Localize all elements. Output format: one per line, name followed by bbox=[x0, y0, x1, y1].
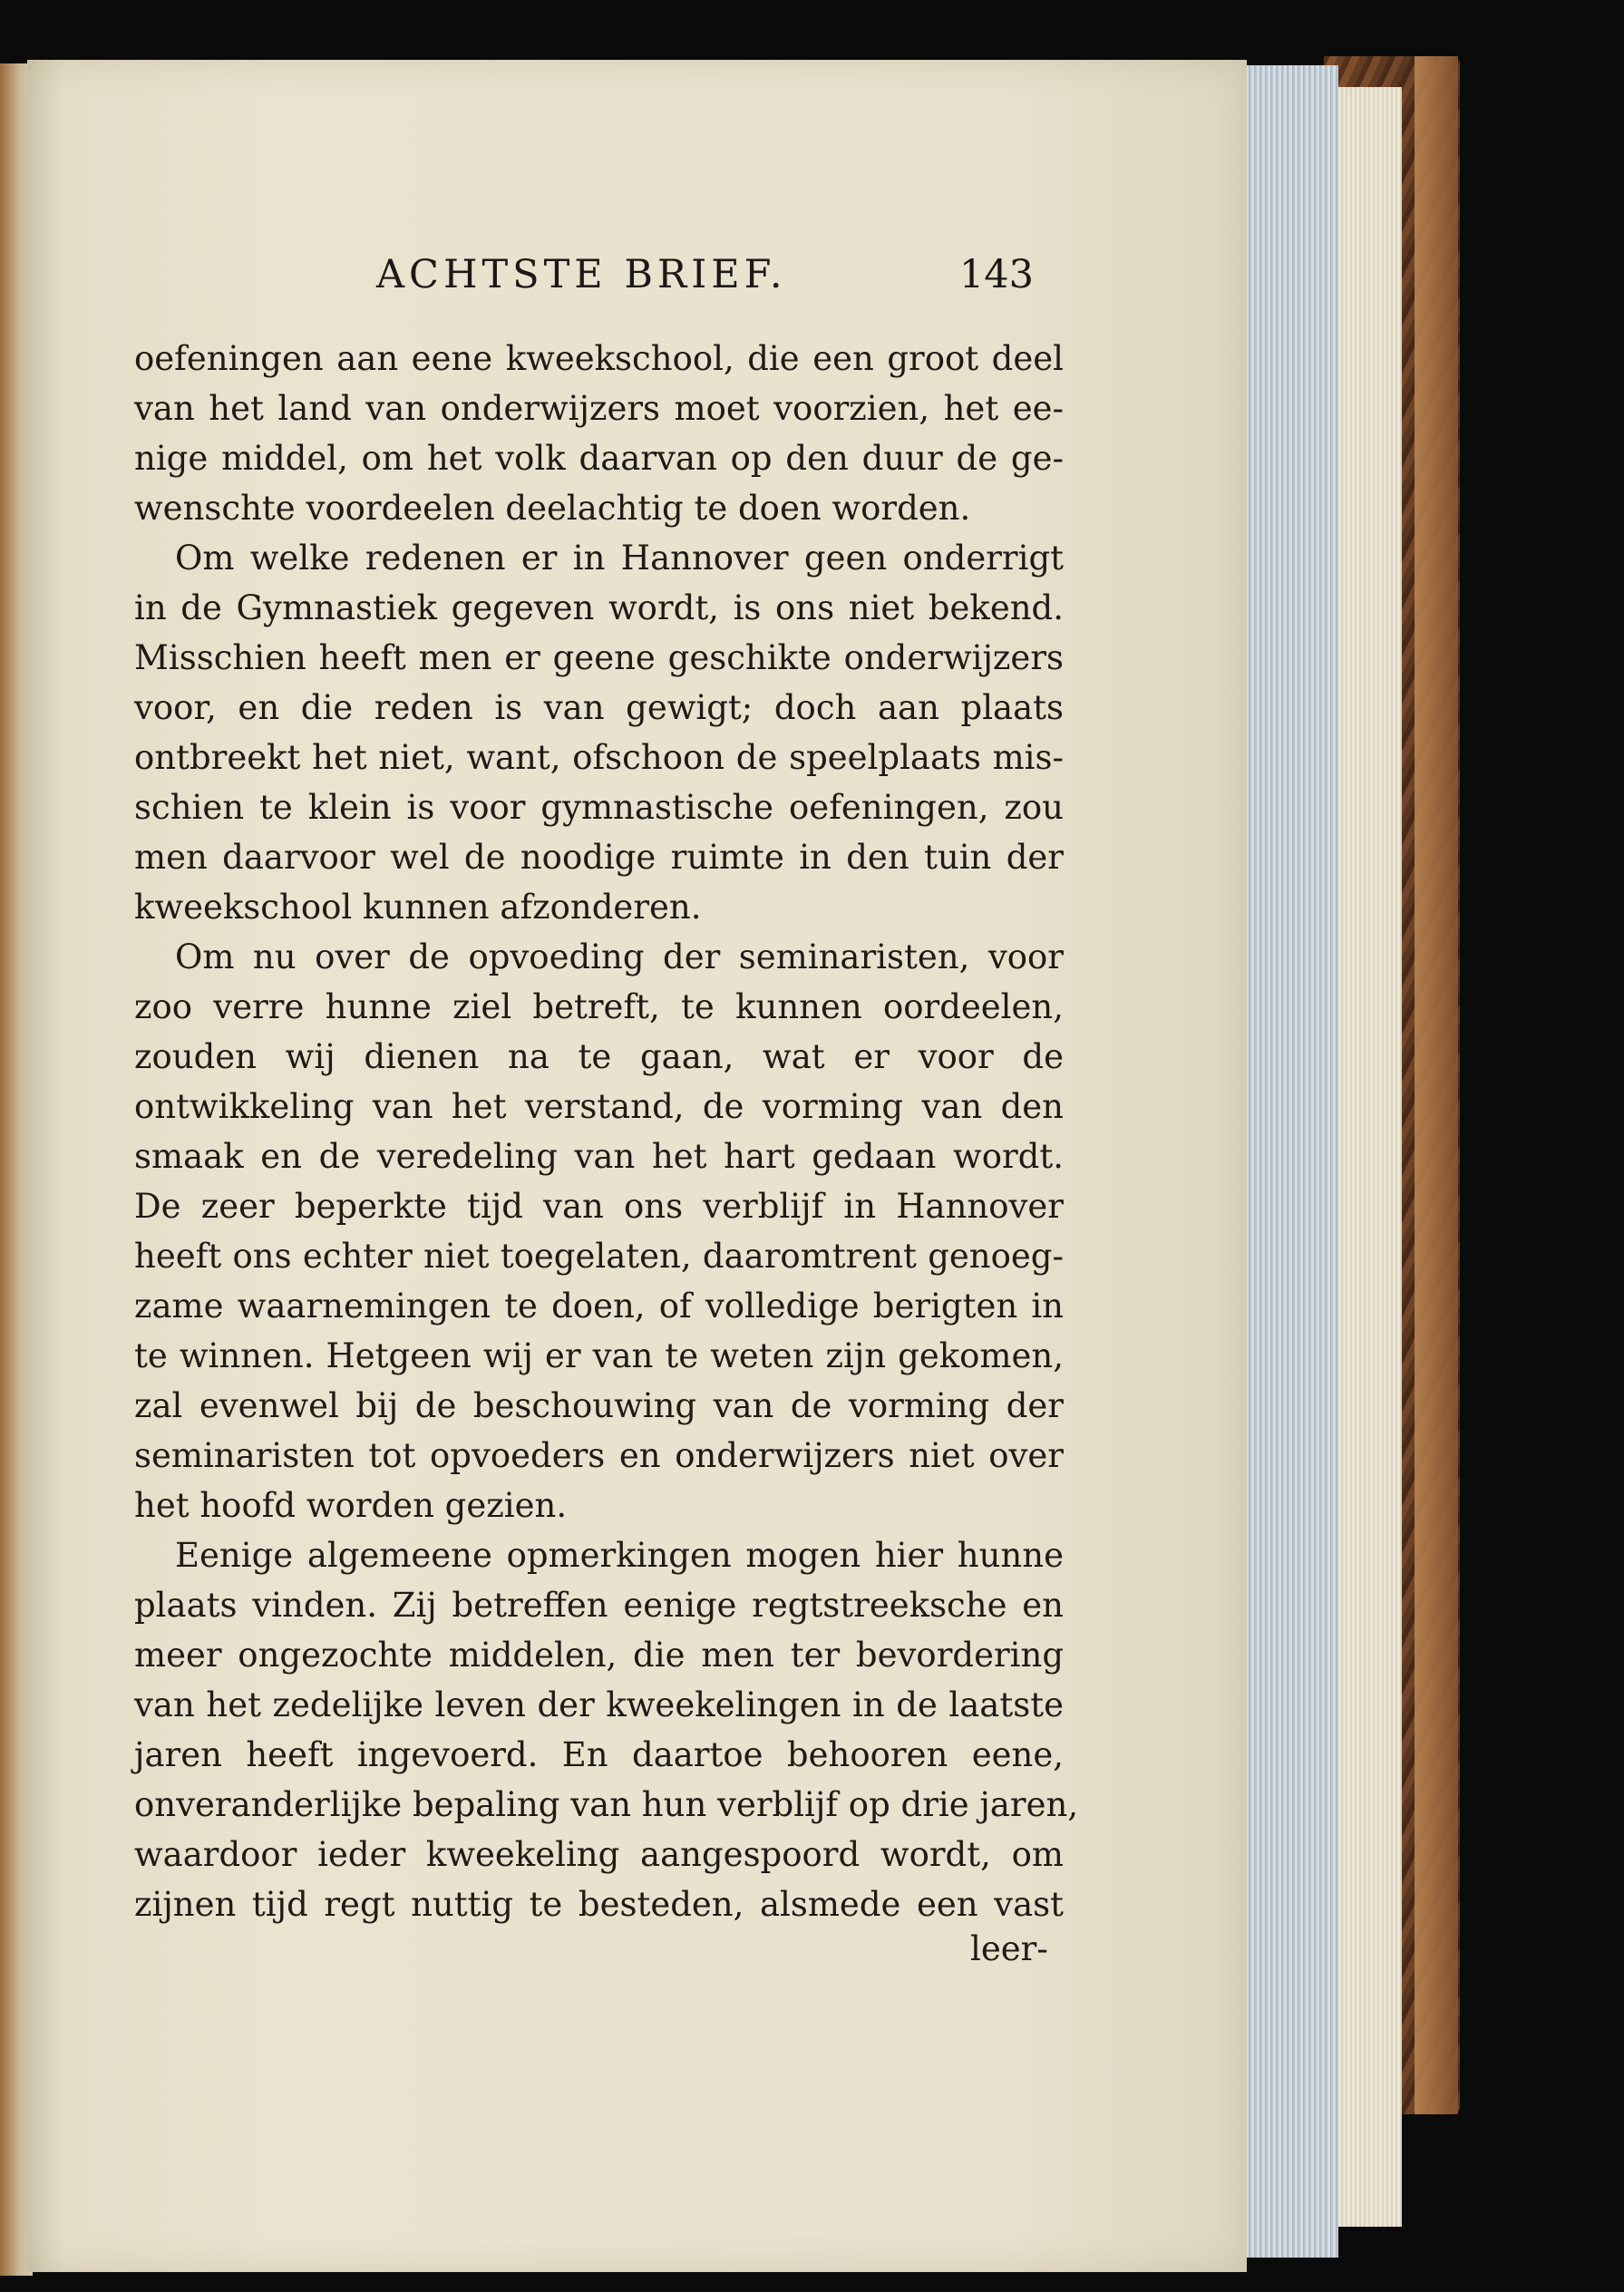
text-line: van het zedelijke leven der kweekelingen in de laatste bbox=[134, 1685, 1064, 1724]
text-line: Om nu over de opvoeding der seminaristen, voor bbox=[175, 937, 1064, 976]
text-line: zal evenwel bij de beschouwing van de vorming der bbox=[134, 1386, 1064, 1425]
text-line: waardoor ieder kweekeling aangespoord wordt, om bbox=[134, 1835, 1064, 1874]
text-line: Misschien heeft men er geene geschikte onderwijzers bbox=[134, 638, 1064, 677]
blue-page-edges bbox=[1244, 65, 1338, 2258]
text-line: zijnen tijd regt nuttig te besteden, alsmede een vast bbox=[134, 1885, 1064, 1924]
page-header bbox=[122, 252, 1034, 297]
text-line: schien te klein is voor gymnastische oefeningen, zou bbox=[134, 788, 1064, 827]
text-line: heeft ons echter niet toegelaten, daaromtrent genoeg- bbox=[134, 1237, 1064, 1276]
page-number: 143 bbox=[958, 252, 1034, 297]
text-line: men daarvoor wel de noodige ruimte in den tuin der bbox=[134, 838, 1064, 877]
page-block-edge bbox=[1338, 87, 1402, 2227]
text-line: seminaristen tot opvoeders en onderwijzers niet over bbox=[134, 1436, 1064, 1475]
text-line: onveranderlijke bepaling van hun verblijf op drie jaren, bbox=[134, 1785, 1079, 1824]
text-line: het hoofd worden gezien. bbox=[134, 1486, 568, 1525]
text-line: zame waarnemingen te doen, of volledige berigten in bbox=[134, 1287, 1064, 1326]
text-line: Om welke redenen er in Hannover geen onderrigt bbox=[175, 539, 1064, 578]
text-line: kweekschool kunnen afzonderen. bbox=[134, 888, 702, 927]
body-text bbox=[134, 334, 1079, 1929]
text-line: wenschte voordeelen deelachtig te doen worden. bbox=[134, 489, 971, 528]
text-line: jaren heeft ingevoerd. En daartoe behooren eene, bbox=[134, 1735, 1064, 1774]
text-line: te winnen. Hetgeen wij er van te weten zijn gekomen, bbox=[134, 1336, 1064, 1375]
text-line: ontbreekt het niet, want, ofschoon de speelplaats mis- bbox=[134, 738, 1064, 777]
text-line: plaats vinden. Zij betreffen eenige regtstreeksche en bbox=[134, 1586, 1064, 1625]
text-line: De zeer beperkte tijd van ons verblijf in Hannover bbox=[134, 1187, 1064, 1226]
text-line: zouden wij dienen na te gaan, wat er voor de bbox=[134, 1037, 1064, 1076]
leather-spine-edge bbox=[1415, 56, 1458, 2114]
text-line: voor, en die reden is van gewigt; doch aan plaats bbox=[134, 688, 1064, 727]
text-line: oefeningen aan eene kweekschool, die een groot deel bbox=[134, 339, 1064, 378]
text-line: van het land van onderwijzers moet voorzien, het ee- bbox=[134, 389, 1064, 428]
catchword: leer- bbox=[970, 1929, 1048, 1968]
text-line: meer ongezochte middelen, die men ter bevordering bbox=[134, 1636, 1064, 1675]
text-line: smaak en de veredeling van het hart gedaan wordt. bbox=[134, 1137, 1064, 1176]
running-title: ACHTSTE BRIEF. bbox=[376, 252, 787, 297]
text-line: nige middel, om het volk daarvan op den duur de ge- bbox=[134, 439, 1064, 478]
text-line: in de Gymnastiek gegeven wordt, is ons niet bekend. bbox=[134, 588, 1064, 627]
text-line: Eenige algemeene opmerkingen mogen hier hunne bbox=[175, 1536, 1064, 1575]
text-line: ontwikkeling van het verstand, de vorming van den bbox=[134, 1087, 1064, 1126]
text-line: zoo verre hunne ziel betreft, te kunnen oordeelen, bbox=[134, 987, 1064, 1026]
